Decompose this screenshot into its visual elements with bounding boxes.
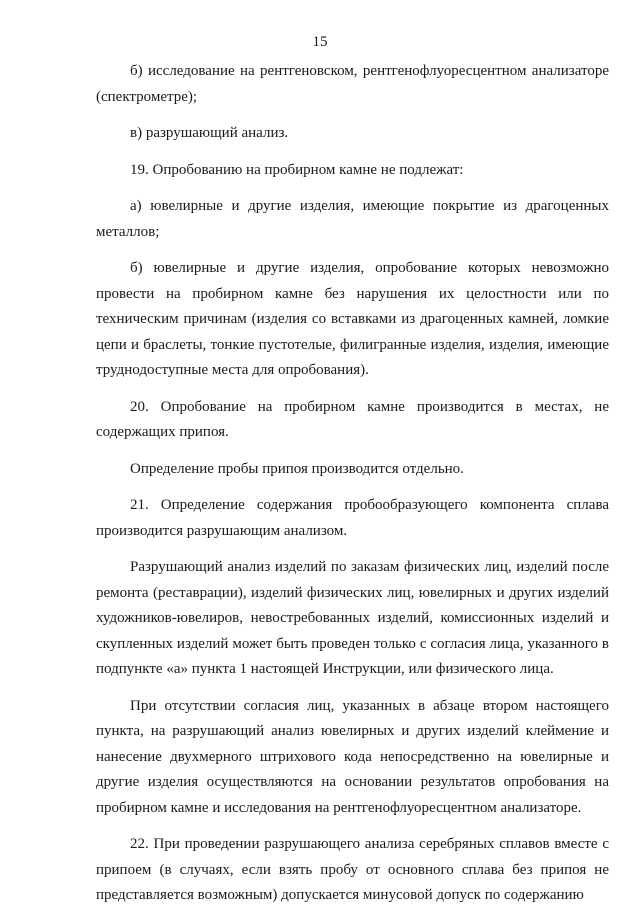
paragraph-b-research: б) исследование на рентгеновском, рентгенофлуоресцентном анализаторе (спектрометре); <box>96 63 609 105</box>
paragraph-v-destructive: в) разрушающий анализ. <box>130 125 289 141</box>
paragraph-21-consent: Разрушающий анализ изделий по заказам физических лиц, изделий после ремонта (реставрации), изделий физических лиц, ювелирных и других изделий художников-ювелиров, невостребованных изделий, комиссионных изделий и скупленных изделий может быть проведен только с согласия лица, указанного в подпункте «а» пункта 1 настоящей Инструкции, или физического лица. <box>96 559 609 677</box>
paragraph-20-solder: Определение пробы припоя производится отдельно. <box>130 460 464 477</box>
paragraph-22: 22. При проведении разрушающего анализа серебряных сплавов вместе с припоем (в случаях, если взять пробу от основного сплава без припоя не представляется возможным) допускается минусовой допуск по содержанию <box>96 836 609 903</box>
paragraph-21-no-consent: При отсутствии согласия лиц, указанных в абзаце втором настоящего пункта, на разрушающий анализ ювелирных и других изделий клеймение и нанесение двухмерного штрихового кода непосредственно на ювелирные и другие изделия осуществляются на основании результатов опробования на пробирном камне и исследования на рентгенофлуоресцентном анализаторе. <box>96 697 609 816</box>
page-number: 15 <box>312 34 328 50</box>
paragraph-20: 20. Опробование на пробирном камне производится в местах, не содержащих припоя. <box>96 398 609 440</box>
paragraph-19-a: а) ювелирные и другие изделия, имеющие покрытие из драгоценных металлов; <box>96 198 609 240</box>
paragraph-19-b: б) ювелирные и другие изделия, опробование которых невозможно провести на пробирном камне без нарушения их целостности или по техническим причинам (изделия со вставками из драгоценных камней, ломкие цепи и браслеты, тонкие пустотелые, филигранные изделия, изделия, имеющие труднодоступные места для опробования). <box>96 260 609 378</box>
paragraph-19: 19. Опробованию на пробирном камне не подлежат: <box>130 161 464 178</box>
paragraph-21: 21. Определение содержания пробообразующего компонента сплава производится разрушающим анализом. <box>96 497 609 539</box>
document-body <box>96 59 609 920</box>
